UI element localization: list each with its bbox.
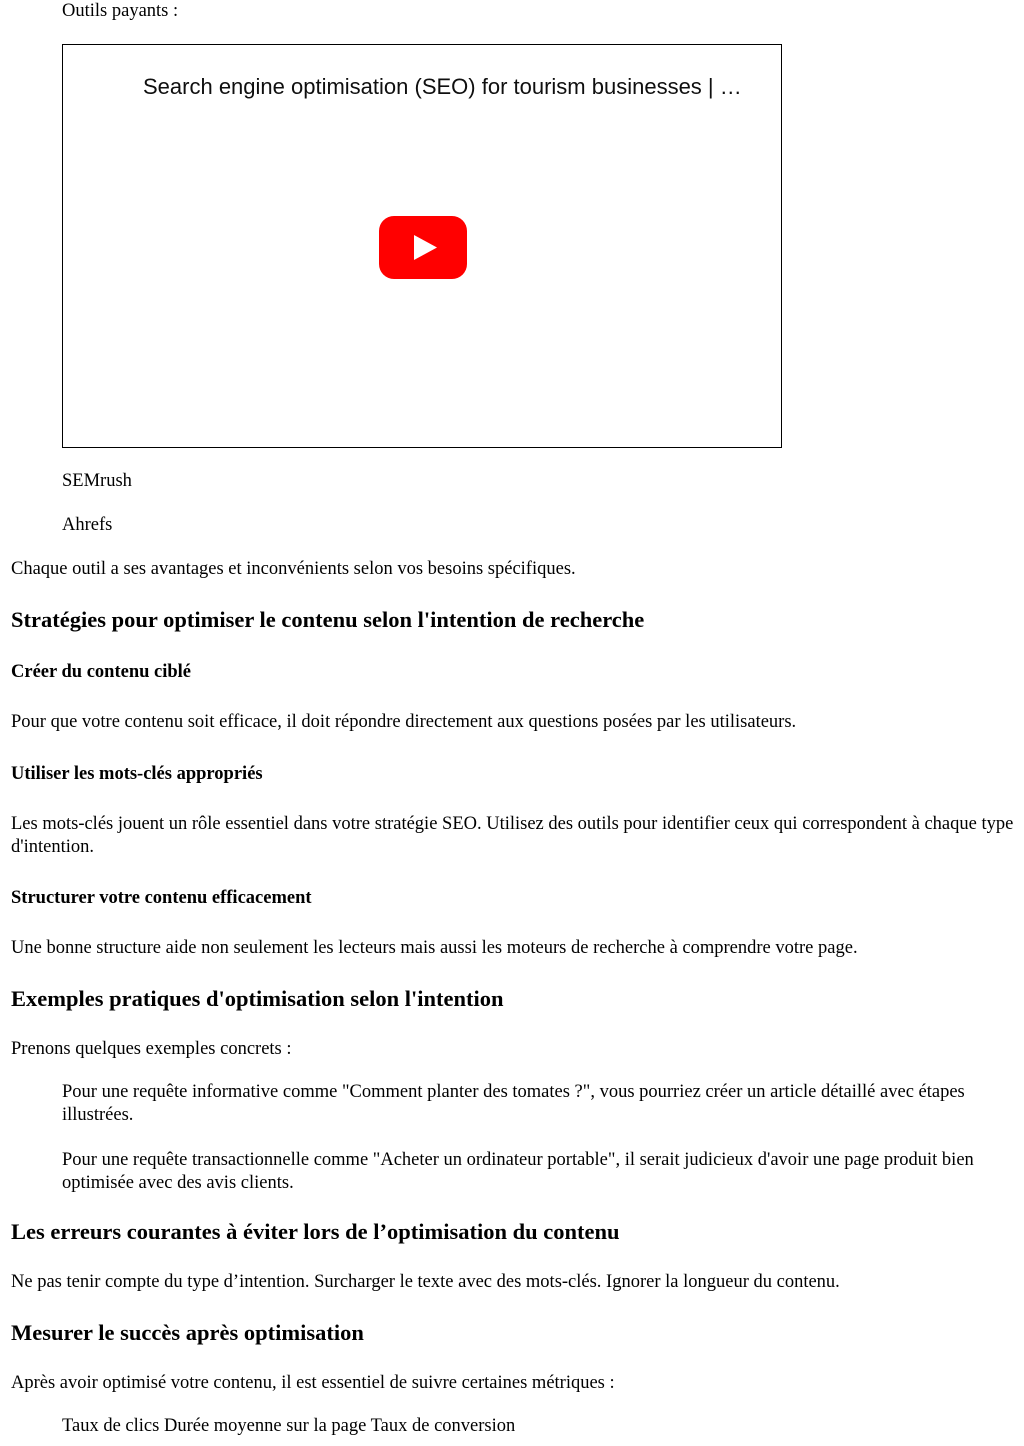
examples-heading: Exemples pratiques d'optimisation selon l'intention <box>11 986 504 1011</box>
strategies-heading: Stratégies pour optimiser le contenu selon l'intention de recherche <box>11 607 645 632</box>
subheading-keywords: Utiliser les mots-clés appropriés <box>11 764 263 784</box>
errors-text: Ne pas tenir compte du type d’intention. Surcharger le texte avec des mots-clés. Ignorer la longueur du contenu. <box>11 1272 840 1292</box>
video-embed[interactable] <box>62 44 782 448</box>
paid-tools-label: Outils payants : <box>62 1 179 21</box>
example-item-transactional: Pour une requête transactionnelle comme "Acheter un ordinateur portable", il serait judicieux d'avoir une page produit bien optimisée avec des avis clients. <box>62 1150 974 1193</box>
errors-heading: Les erreurs courantes à éviter lors de l’optimisation du contenu <box>11 1219 620 1244</box>
tool-item-semrush: SEMrush <box>62 471 132 491</box>
subheading-targeted-content: Créer du contenu ciblé <box>11 662 192 682</box>
structure-text: Une bonne structure aide non seulement les lecteurs mais aussi les moteurs de recherche à comprendre votre page. <box>11 938 858 958</box>
subheading-structure: Structurer votre contenu efficacement <box>11 888 312 908</box>
metrics-intro: Après avoir optimisé votre contenu, il est essentiel de suivre certaines métriques : <box>11 1373 615 1393</box>
metrics-list: Taux de clics Durée moyenne sur la page Taux de conversion <box>62 1416 516 1436</box>
youtube-play-icon[interactable] <box>379 216 467 279</box>
keywords-text: Les mots-clés jouent un rôle essentiel dans votre stratégie SEO. Utilisez des outils pour identifier ceux qui correspondent à chaque type d'intention. <box>11 814 1014 857</box>
metrics-heading: Mesurer le succès après optimisation <box>11 1320 364 1345</box>
tools-note: Chaque outil a ses avantages et inconvénients selon vos besoins spécifiques. <box>11 559 576 579</box>
targeted-content-text: Pour que votre contenu soit efficace, il doit répondre directement aux questions posées par les utilisateurs. <box>11 712 797 732</box>
examples-intro: Prenons quelques exemples concrets : <box>11 1039 292 1059</box>
video-title[interactable]: Search engine optimisation (SEO) for tourism businesses | … <box>143 74 742 99</box>
example-item-informative: Pour une requête informative comme "Comment planter des tomates ?", vous pourriez créer un article détaillé avec étapes illustrées. <box>62 1082 965 1125</box>
tool-item-ahrefs: Ahrefs <box>62 515 113 535</box>
